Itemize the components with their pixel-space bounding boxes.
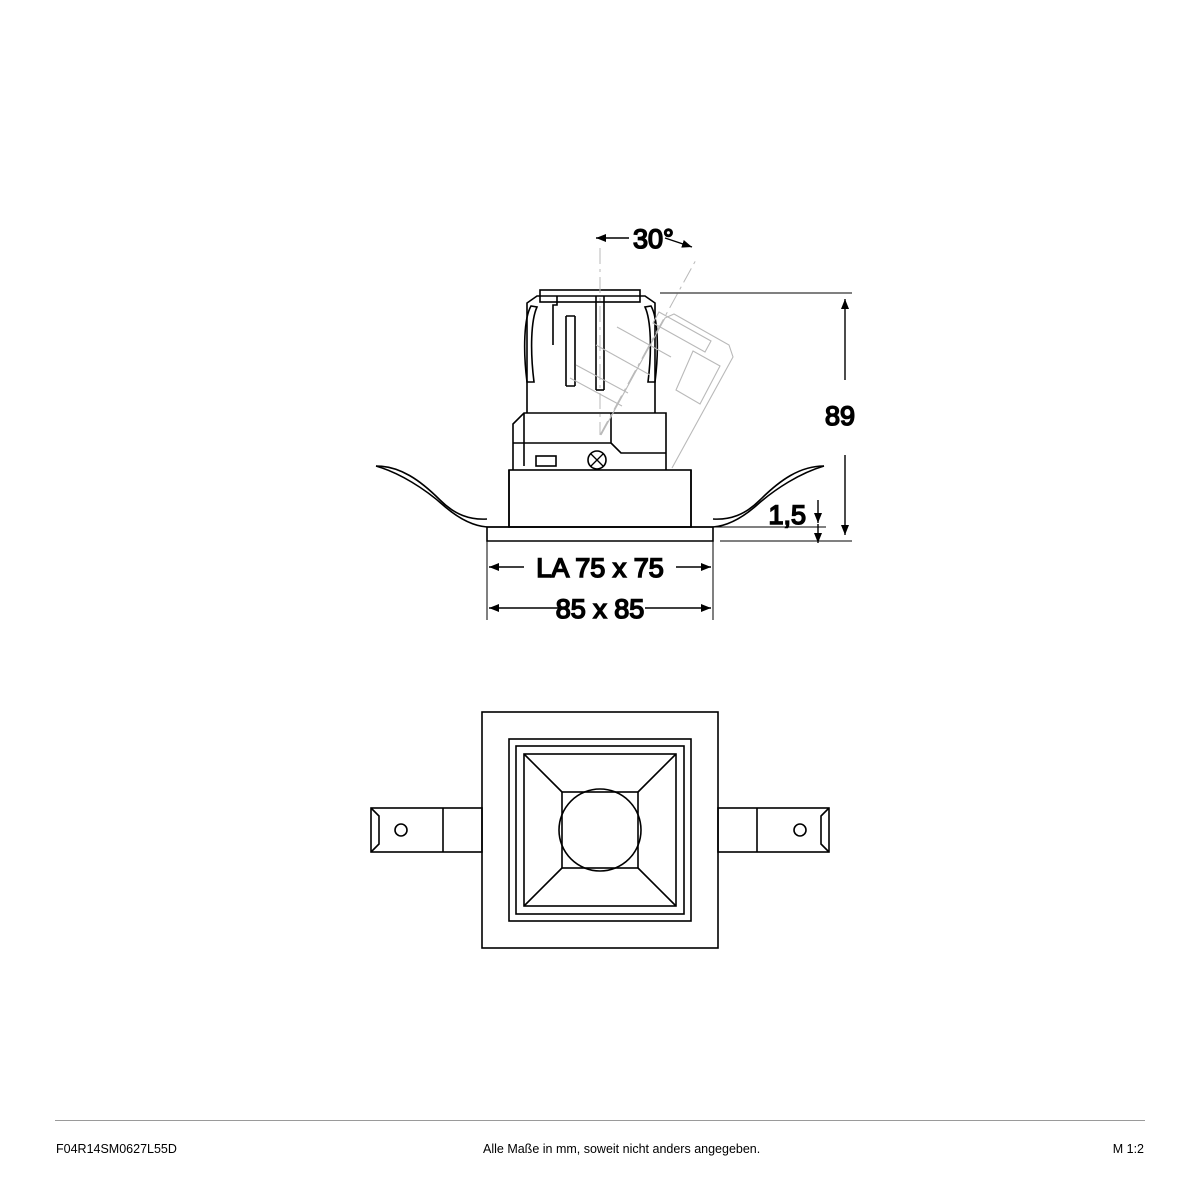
cutout-dimension-label: LA 75 x 75 — [536, 553, 664, 583]
units-note: Alle Maße in mm, soweit nicht anders angegeben. — [483, 1142, 761, 1156]
mounting-bracket-left — [371, 808, 482, 852]
reflector-inner-square — [562, 792, 638, 868]
outer-frame-square — [482, 712, 718, 948]
sheet-footer — [0, 1120, 1200, 1200]
frame-dimension-label: 85 x 85 — [555, 594, 645, 624]
scale-label: M 1:2 — [1112, 1142, 1144, 1156]
lamp-head-tilted — [570, 312, 733, 468]
mounting-bracket-right — [718, 808, 829, 852]
height-dimension-label: 89 — [824, 401, 856, 431]
angle-dimension-label: 30° — [633, 224, 674, 254]
lens-circle — [559, 789, 641, 871]
reflector-diagonals — [524, 754, 676, 906]
ring-thickness-label: 1,5 — [768, 500, 806, 530]
footer-divider — [55, 1120, 1145, 1121]
gimbal-yoke — [513, 413, 666, 470]
lamp-head-upright — [525, 290, 658, 413]
mounting-springs — [376, 466, 824, 527]
housing-lower-box — [509, 470, 691, 527]
bottom-plan-view — [371, 712, 829, 948]
side-section-view — [376, 224, 855, 624]
article-number: F04R14SM0627L55D — [56, 1142, 177, 1156]
ceiling-flange — [487, 527, 713, 541]
